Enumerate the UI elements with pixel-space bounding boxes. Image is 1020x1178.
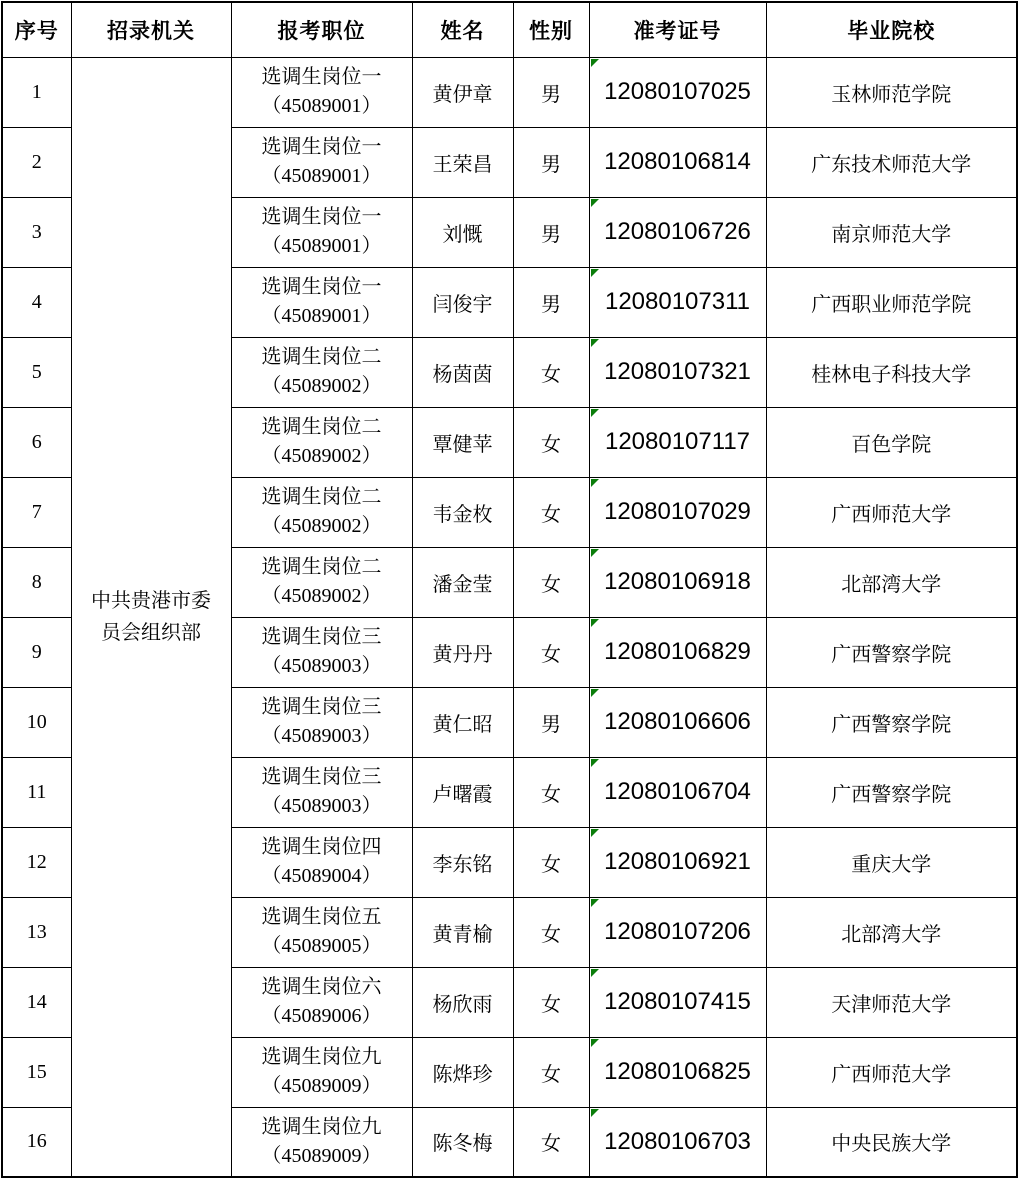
cell-position xyxy=(231,1107,412,1177)
position-code: （45089001） xyxy=(261,305,382,327)
cell-school: 广东技术师范大学 xyxy=(766,127,1017,197)
number-stored-as-text-marker-icon xyxy=(591,619,599,627)
cell-position xyxy=(231,617,412,687)
number-stored-as-text-marker-icon xyxy=(591,409,599,417)
position-code: （45089002） xyxy=(261,375,382,397)
cell-name: 杨欣雨 xyxy=(412,967,513,1037)
cell-ticket xyxy=(589,267,766,337)
number-stored-as-text-marker-icon xyxy=(591,339,599,347)
cell-position xyxy=(231,337,412,407)
cell-position xyxy=(231,827,412,897)
ticket-number: 12080106829 xyxy=(604,638,751,665)
cell-index: 7 xyxy=(2,477,71,547)
ticket-number: 12080106918 xyxy=(604,568,751,595)
cell-ticket xyxy=(589,127,766,197)
cell-name: 韦金枚 xyxy=(412,477,513,547)
cell-position xyxy=(231,547,412,617)
cell-ticket xyxy=(589,337,766,407)
cell-name: 潘金莹 xyxy=(412,547,513,617)
number-stored-as-text-marker-icon xyxy=(591,1109,599,1117)
position-code: （45089001） xyxy=(261,165,382,187)
table-header xyxy=(2,2,1017,57)
ticket-number: 12080107117 xyxy=(604,428,751,455)
number-stored-as-text-marker-icon xyxy=(591,829,599,837)
number-stored-as-text-marker-icon xyxy=(591,689,599,697)
table-body xyxy=(2,57,1017,1177)
cell-ticket xyxy=(589,967,766,1037)
cell-school: 北部湾大学 xyxy=(766,547,1017,617)
cell-ticket xyxy=(589,827,766,897)
number-stored-as-text-marker-icon xyxy=(591,1039,599,1047)
ticket-number: 12080107029 xyxy=(604,498,751,525)
cell-position xyxy=(231,687,412,757)
cell-gender: 女 xyxy=(513,1107,589,1177)
header-gender: 性别 xyxy=(513,2,589,57)
position-title: 选调生岗位二 xyxy=(261,416,382,438)
cell-gender: 女 xyxy=(513,617,589,687)
cell-index: 2 xyxy=(2,127,71,197)
cell-gender: 女 xyxy=(513,897,589,967)
position-code: （45089003） xyxy=(261,795,382,817)
cell-gender: 女 xyxy=(513,407,589,477)
number-stored-as-text-marker-icon xyxy=(591,969,599,977)
cell-school: 广西警察学院 xyxy=(766,757,1017,827)
position-code: （45089002） xyxy=(261,445,382,467)
cell-position xyxy=(231,127,412,197)
ticket-number: 12080106726 xyxy=(604,218,751,245)
cell-name: 黄伊章 xyxy=(412,57,513,127)
position-title: 选调生岗位四 xyxy=(261,836,382,858)
position-code: （45089001） xyxy=(261,235,382,257)
position-title: 选调生岗位一 xyxy=(261,206,382,228)
number-stored-as-text-marker-icon xyxy=(591,479,599,487)
cell-position xyxy=(231,267,412,337)
header-position: 报考职位 xyxy=(231,2,412,57)
cell-ticket xyxy=(589,477,766,547)
position-code: （45089002） xyxy=(261,585,382,607)
cell-gender: 男 xyxy=(513,57,589,127)
cell-school: 广西师范大学 xyxy=(766,477,1017,547)
header-index: 序号 xyxy=(2,2,71,57)
cell-ticket xyxy=(589,57,766,127)
cell-position xyxy=(231,477,412,547)
cell-school: 广西警察学院 xyxy=(766,617,1017,687)
cell-position xyxy=(231,967,412,1037)
position-code: （45089004） xyxy=(261,865,382,887)
cell-position xyxy=(231,407,412,477)
cell-name: 黄青榆 xyxy=(412,897,513,967)
number-stored-as-text-marker-icon xyxy=(591,269,599,277)
cell-gender: 女 xyxy=(513,547,589,617)
cell-gender: 男 xyxy=(513,687,589,757)
position-code: （45089009） xyxy=(261,1075,382,1097)
cell-index: 6 xyxy=(2,407,71,477)
cell-position xyxy=(231,1037,412,1107)
cell-name: 刘慨 xyxy=(412,197,513,267)
cell-ticket xyxy=(589,687,766,757)
cell-gender: 男 xyxy=(513,127,589,197)
header-row xyxy=(2,2,1017,57)
position-title: 选调生岗位三 xyxy=(261,696,382,718)
cell-index: 11 xyxy=(2,757,71,827)
cell-position xyxy=(231,757,412,827)
cell-index: 16 xyxy=(2,1107,71,1177)
cell-ticket xyxy=(589,197,766,267)
cell-index: 10 xyxy=(2,687,71,757)
number-stored-as-text-marker-icon xyxy=(591,759,599,767)
cell-name: 李东铭 xyxy=(412,827,513,897)
position-title: 选调生岗位三 xyxy=(261,626,382,648)
cell-index: 13 xyxy=(2,897,71,967)
cell-recruiting-organ-merged xyxy=(71,57,231,1177)
cell-name: 闫俊宇 xyxy=(412,267,513,337)
position-title: 选调生岗位一 xyxy=(261,66,382,88)
number-stored-as-text-marker-icon xyxy=(591,549,599,557)
cell-ticket xyxy=(589,897,766,967)
cell-name: 卢曙霞 xyxy=(412,757,513,827)
position-title: 选调生岗位二 xyxy=(261,486,382,508)
cell-position xyxy=(231,897,412,967)
ticket-number: 12080106703 xyxy=(604,1127,751,1155)
recruitment-roster-table xyxy=(1,1,1018,1178)
position-title: 选调生岗位九 xyxy=(261,1046,382,1068)
header-school: 毕业院校 xyxy=(766,2,1017,57)
cell-school: 广西警察学院 xyxy=(766,687,1017,757)
cell-ticket xyxy=(589,547,766,617)
table-row xyxy=(2,57,1017,127)
ticket-number: 12080106921 xyxy=(604,848,751,875)
position-title: 选调生岗位一 xyxy=(261,136,382,158)
ticket-number: 12080106825 xyxy=(604,1058,751,1085)
cell-name: 王荣昌 xyxy=(412,127,513,197)
cell-gender: 男 xyxy=(513,197,589,267)
position-title: 选调生岗位五 xyxy=(261,906,382,928)
cell-index: 4 xyxy=(2,267,71,337)
number-stored-as-text-marker-icon xyxy=(591,199,599,207)
cell-gender: 女 xyxy=(513,337,589,407)
position-code: （45089002） xyxy=(261,515,382,537)
cell-gender: 男 xyxy=(513,267,589,337)
cell-index: 1 xyxy=(2,57,71,127)
cell-school: 桂林电子科技大学 xyxy=(766,337,1017,407)
ticket-number: 12080107311 xyxy=(604,288,751,315)
cell-ticket xyxy=(589,1037,766,1107)
cell-ticket xyxy=(589,407,766,477)
cell-school: 北部湾大学 xyxy=(766,897,1017,967)
header-name: 姓名 xyxy=(412,2,513,57)
cell-gender: 女 xyxy=(513,967,589,1037)
cell-ticket xyxy=(589,757,766,827)
cell-name: 黄丹丹 xyxy=(412,617,513,687)
cell-index: 15 xyxy=(2,1037,71,1107)
ticket-number: 12080106704 xyxy=(604,778,751,805)
cell-school: 广西职业师范学院 xyxy=(766,267,1017,337)
ticket-number: 12080107415 xyxy=(604,988,751,1015)
position-code: （45089003） xyxy=(261,725,382,747)
cell-school: 中央民族大学 xyxy=(766,1107,1017,1177)
cell-position xyxy=(231,197,412,267)
number-stored-as-text-marker-icon xyxy=(591,899,599,907)
position-title: 选调生岗位三 xyxy=(261,766,382,788)
ticket-number: 12080106606 xyxy=(604,708,751,735)
header-ticket: 准考证号 xyxy=(589,2,766,57)
cell-gender: 女 xyxy=(513,477,589,547)
cell-index: 9 xyxy=(2,617,71,687)
position-code: （45089001） xyxy=(261,95,382,117)
position-title: 选调生岗位二 xyxy=(261,556,382,578)
position-code: （45089003） xyxy=(261,655,382,677)
cell-index: 12 xyxy=(2,827,71,897)
cell-school: 南京师范大学 xyxy=(766,197,1017,267)
cell-school: 百色学院 xyxy=(766,407,1017,477)
position-code: （45089005） xyxy=(261,935,382,957)
cell-school: 广西师范大学 xyxy=(766,1037,1017,1107)
position-code: （45089009） xyxy=(261,1144,382,1167)
position-code: （45089006） xyxy=(261,1005,382,1027)
cell-name: 杨茵茵 xyxy=(412,337,513,407)
ticket-number: 12080107025 xyxy=(604,78,751,105)
header-org: 招录机关 xyxy=(71,2,231,57)
number-stored-as-text-marker-icon xyxy=(591,59,599,67)
cell-ticket xyxy=(589,617,766,687)
cell-name: 陈烨珍 xyxy=(412,1037,513,1107)
cell-school: 天津师范大学 xyxy=(766,967,1017,1037)
cell-index: 8 xyxy=(2,547,71,617)
cell-gender: 女 xyxy=(513,827,589,897)
cell-ticket xyxy=(589,1107,766,1177)
position-title: 选调生岗位一 xyxy=(261,276,382,298)
cell-name: 陈冬梅 xyxy=(412,1107,513,1177)
ticket-number: 12080106814 xyxy=(604,148,751,175)
cell-index: 3 xyxy=(2,197,71,267)
ticket-number: 12080107206 xyxy=(604,918,751,945)
cell-school: 重庆大学 xyxy=(766,827,1017,897)
cell-name: 黄仁昭 xyxy=(412,687,513,757)
cell-index: 14 xyxy=(2,967,71,1037)
cell-position xyxy=(231,57,412,127)
position-title: 选调生岗位六 xyxy=(261,976,382,998)
cell-gender: 女 xyxy=(513,1037,589,1107)
cell-index: 5 xyxy=(2,337,71,407)
cell-gender: 女 xyxy=(513,757,589,827)
cell-school: 玉林师范学院 xyxy=(766,57,1017,127)
ticket-number: 12080107321 xyxy=(604,358,751,385)
cell-name: 覃健苹 xyxy=(412,407,513,477)
position-title: 选调生岗位九 xyxy=(261,1115,382,1138)
position-title: 选调生岗位二 xyxy=(261,346,382,368)
recruiting-organ-name: 中共贵港市委员会组织部 xyxy=(91,589,211,644)
